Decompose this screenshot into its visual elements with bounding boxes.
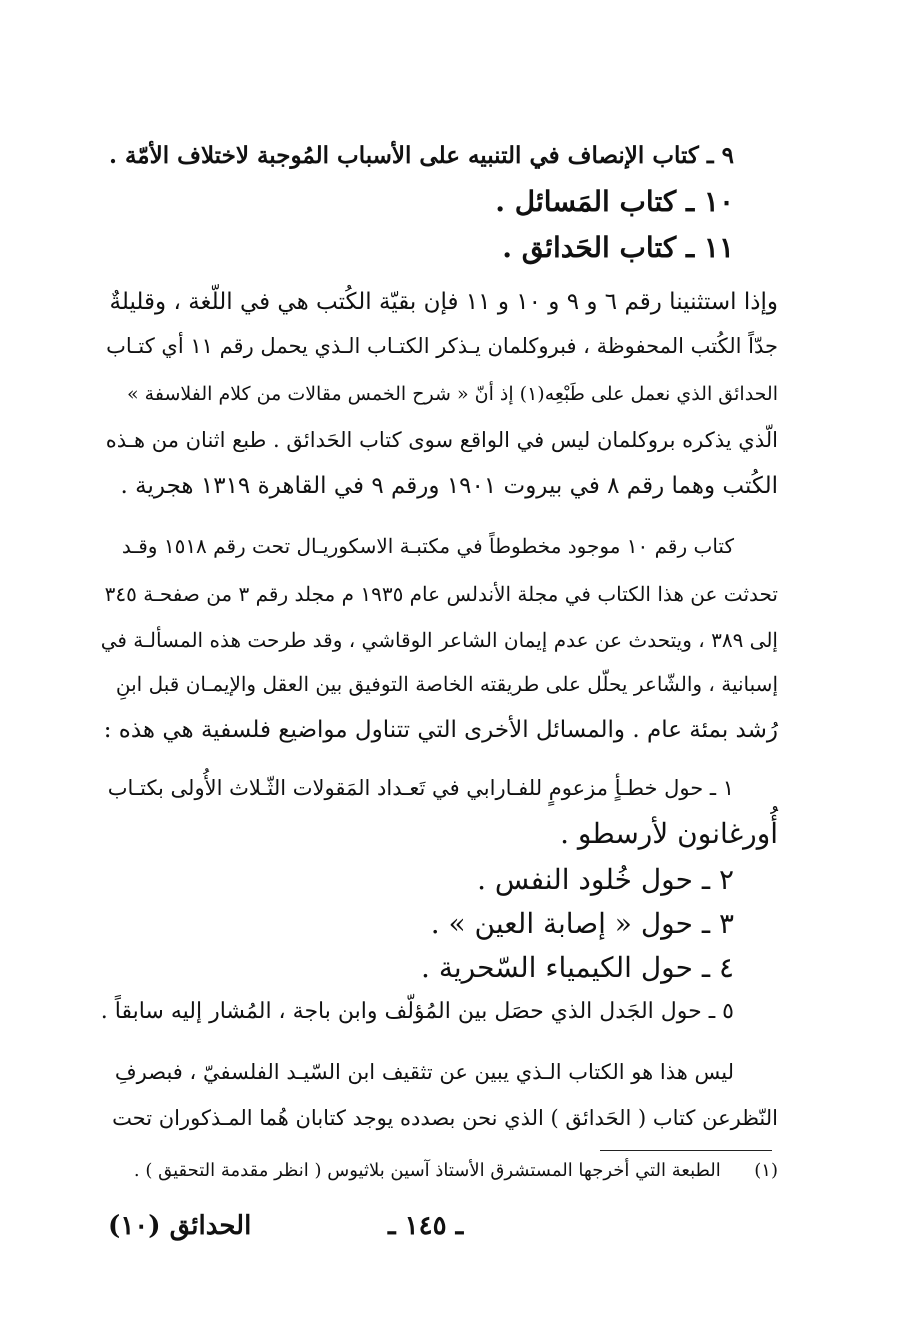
- paragraph-1-line: وإذا استثنينا رقم ٦ و ٩ و ١٠ و ١١ فإن بقيّة الكُتب هي في اللّغة ، وقليلةٌ: [109, 289, 778, 315]
- paragraph-1-line: الكُتب وهما رقم ٨ في بيروت ١٩٠١ ورقم ٩ في القاهرة ١٣١٩ هجرية .: [120, 473, 778, 499]
- topic-item-5: ٥ ـ حول الجَدل الذي حصَل بين المُؤلّف وابن باجة ، المُشار إليه سابقاً .: [100, 999, 734, 1024]
- list-item-11: ١١ ـ كتاب الحَدائق .: [502, 231, 734, 264]
- footnote-text: الطبعة التي أخرجها المستشرق الأستاذ آسين بلاثيوس ( انظر مقدمة التحقيق ) .: [133, 1160, 721, 1181]
- topic-item-2: ٢ ـ حول خُلود النفس .: [477, 863, 734, 896]
- paragraph-1-line: جدّاً الكُتب المحفوظة ، فبروكلمان يـذكر الكتـاب الـذي يحمل رقم ١١ أي كتـاب: [106, 334, 778, 358]
- running-title: الحدائق (١٠): [108, 1211, 252, 1241]
- topic-item-4: ٤ ـ حول الكيمياء السّحرية .: [421, 951, 734, 984]
- footnote-marker: (١): [754, 1160, 778, 1181]
- topic-item-3: ٣ ـ حول « إصابة العين » .: [430, 907, 734, 940]
- list-item-9: ٩ ـ كتاب الإنصاف في التنبيه على الأسباب المُوجبة لاختلاف الأمّة .: [108, 142, 734, 169]
- paragraph-3-line: ليس هذا هو الكتاب الـذي يبين عن تثقيف ابن السّيـد الفلسفيّ ، فبصرفِ: [114, 1060, 734, 1084]
- paragraph-2-line: تحدثت عن هذا الكتاب في مجلة الأندلس عام ١٩٣٥ م مجلد رقم ٣ من صفحـة ٣٤٥: [104, 582, 778, 606]
- paragraph-2-line: إلى ٣٨٩ ، ويتحدث عن عدم إيمان الشاعر الوقاشي ، وقد طرحت هذه المسألـة في: [100, 628, 778, 652]
- footnote-divider: [600, 1150, 772, 1151]
- paragraph-2-line: إسبانية ، والشّاعر يحلّل على طريقته الخاصة التوفيق بين العقل والإيمـان قبل ابنِ: [115, 672, 778, 696]
- list-item-10: ١٠ ـ كتاب المَسائل .: [495, 185, 734, 218]
- paragraph-1-line: الّذي يذكره بروكلمان ليس في الواقع سوى كتاب الحَدائق . طبع اثنان من هـذه: [105, 428, 778, 452]
- topic-item-1-continued: أُورغانون لأرسطو .: [560, 817, 778, 850]
- topic-item-1: ١ ـ حول خطـأٍ مزعومٍ للفـارابي في تَعـداد المَقولات الثّـلاث الأُولى بكتـاب: [107, 776, 734, 800]
- footnote: [134, 1158, 778, 1184]
- page-number: ـ ١٤٥ ـ: [388, 1211, 464, 1241]
- paragraph-2-line: رُشد بمئة عام . والمسائل الأخرى التي تتناول مواضيع فلسفية هي هذه :: [103, 717, 778, 743]
- paragraph-1-line: الحدائق الذي نعمل على طَبْعِه(١) إذ أنّ « شرح الخمس مقالات من كلام الفلاسفة »: [127, 383, 778, 405]
- paragraph-3-line: النّظرعن كتاب ( الحَدائق ) الذي نحن بصدده يوجد كتابان هُما المـذكوران تحت: [112, 1106, 778, 1130]
- paragraph-2-line: كتاب رقم ١٠ موجود مخطوطاً في مكتبـة الاسكوريـال تحت رقم ١٥١٨ وقـد: [121, 534, 734, 558]
